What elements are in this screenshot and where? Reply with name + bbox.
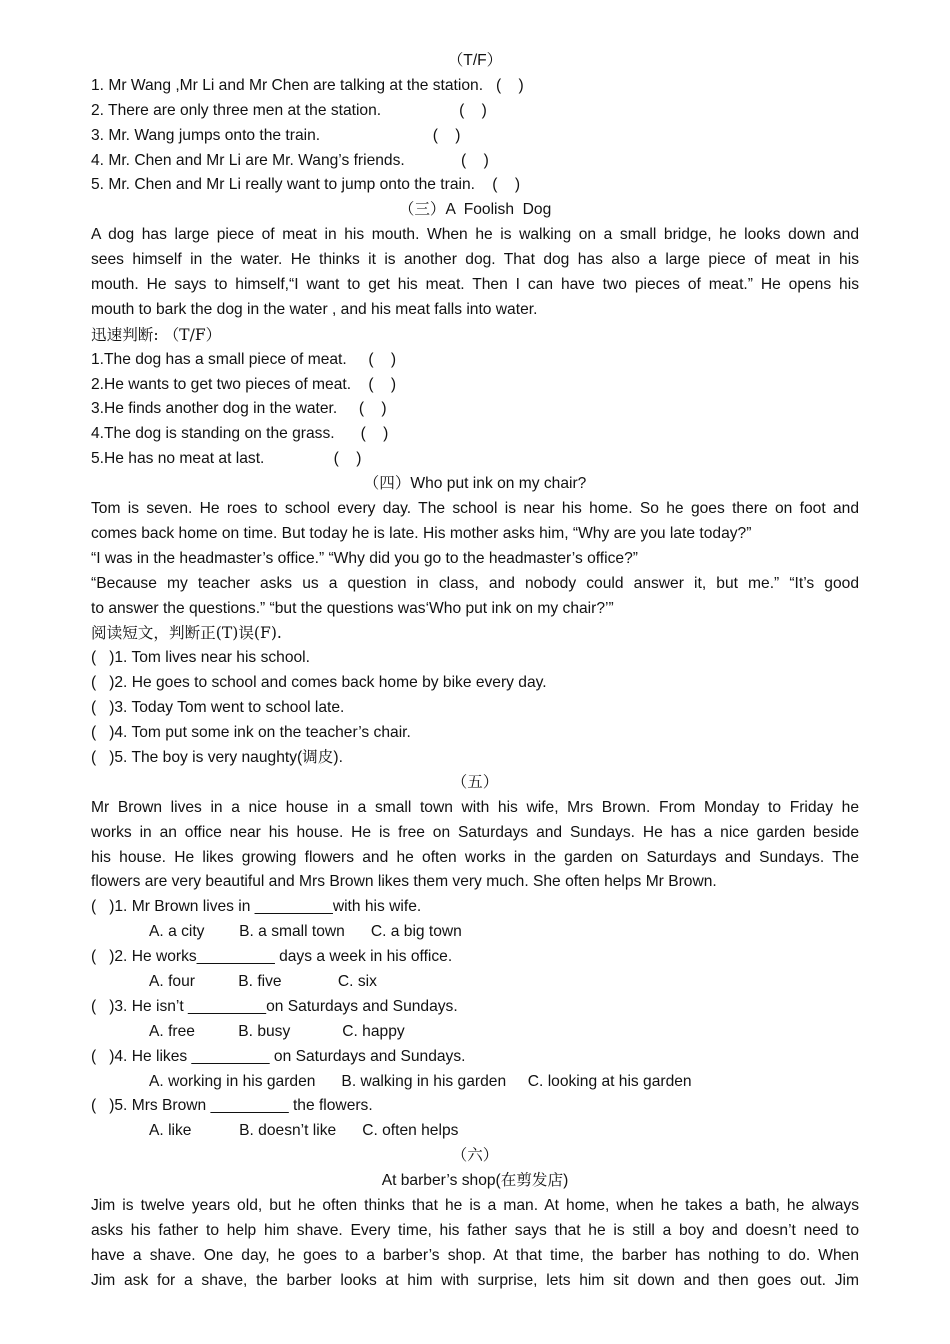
reading-passage bbox=[91, 497, 859, 621]
passage-line: “Because my teacher asks us a question in class, and nobody could answer it, but me.” “It’s good bbox=[91, 574, 859, 592]
answer-options: A. free B. busy C. happy bbox=[149, 1022, 405, 1040]
question-line: 2. There are only three men at the station. ( ) bbox=[91, 101, 487, 119]
section-heading: （T/F） bbox=[447, 52, 503, 69]
passage-line: Tom is seven. He roes to school every day. The school is near his home. So he goes there on foot and bbox=[91, 500, 859, 518]
section-heading: （四）Who put ink on my chair? bbox=[363, 475, 587, 493]
question-line: 3.He finds another dog in the water. ( ) bbox=[91, 400, 387, 418]
section-heading: （六） bbox=[451, 1147, 499, 1165]
passage-line: “I was in the headmaster’s office.” “Why did you go to the headmaster’s office?” bbox=[91, 549, 638, 567]
question-line: 5.He has no meat at last. ( ) bbox=[91, 450, 362, 468]
question-line: ( )4. He likes _________ on Saturdays and Sundays. bbox=[91, 1047, 466, 1065]
question-line: 3. Mr. Wang jumps onto the train. ( ) bbox=[91, 126, 461, 144]
question-line: ( )2. He goes to school and comes back home by bike every day. bbox=[91, 674, 547, 692]
passage-line: Jim ask for a shave, the barber looks at him with surprise, lets him sit down and then goes out. Jim bbox=[91, 1271, 859, 1289]
question-line: 1. Mr Wang ,Mr Li and Mr Chen are talking at the station. ( ) bbox=[91, 76, 524, 94]
question-line: ( )3. He isn’t _________on Saturdays and Sundays. bbox=[91, 997, 458, 1015]
passage-line: works in an office near his house. He is free on Saturdays and Sundays. He has a nice garden beside bbox=[91, 823, 859, 841]
answer-options: A. four B. five C. six bbox=[149, 972, 377, 990]
instruction: 阅读短文，判断正(T)误(F). bbox=[91, 624, 282, 643]
answer-options: A. working in his garden B. walking in his garden C. looking at his garden bbox=[149, 1072, 692, 1090]
section-heading: （三）A Foolish Dog bbox=[398, 201, 552, 219]
reading-passage bbox=[91, 796, 859, 896]
passage-line: to answer the questions.” “but the questions was‘Who put ink on my chair?’” bbox=[91, 599, 614, 617]
answer-options: A. like B. doesn’t like C. often helps bbox=[149, 1122, 459, 1140]
question-line: ( )3. Today Tom went to school late. bbox=[91, 699, 345, 717]
passage-line: flowers are very beautiful and Mrs Brown likes them very much. She often helps Mr Brown. bbox=[91, 873, 717, 891]
question-line: ( )5. The boy is very naughty(调皮). bbox=[91, 748, 343, 766]
question-line: ( )5. Mrs Brown _________ the flowers. bbox=[91, 1097, 373, 1115]
passage-line: asks his father to help him shave. Every time, his father says that he is still a boy and doesn’t need to bbox=[91, 1221, 859, 1239]
passage-line: mouth to bark the dog in the water , and his meat falls into water. bbox=[91, 300, 538, 318]
passage-line: mouth. He says to himself,“I want to get his meat. Then I can have two pieces of meat.” He opens his bbox=[91, 276, 859, 294]
passage-line: A dog has large piece of meat in his mouth. When he is walking on a small bridge, he looks down and bbox=[91, 226, 859, 244]
passage-line: sees himself in the water. He thinks it is another dog. That dog has also a large piece of meat in his bbox=[91, 251, 859, 269]
question-line: 2.He wants to get two pieces of meat. ( ) bbox=[91, 375, 397, 393]
passage-title: At barber’s shop(在剪发店) bbox=[381, 1172, 569, 1190]
question-line: 4. Mr. Chen and Mr Li are Mr. Wang’s friends. ( ) bbox=[91, 151, 489, 169]
passage-line: comes back home on time. But today he is late. His mother asks him, “Why are you late today?” bbox=[91, 524, 752, 542]
question-line: ( )1. Mr Brown lives in _________with his wife. bbox=[91, 898, 422, 916]
passage-line: Mr Brown lives in a nice house in a small town with his wife, Mrs Brown. From Monday to Friday he bbox=[91, 798, 859, 816]
reading-passage bbox=[91, 223, 859, 323]
question-line: 1.The dog has a small piece of meat. ( ) bbox=[91, 350, 397, 368]
worksheet-page bbox=[91, 49, 859, 1294]
question-line: ( )1. Tom lives near his school. bbox=[91, 649, 310, 667]
question-line: 5. Mr. Chen and Mr Li really want to jump onto the train. ( ) bbox=[91, 176, 521, 194]
instruction: 迅速判断: （T/F） bbox=[91, 325, 222, 344]
reading-passage bbox=[91, 1194, 859, 1294]
section-heading: （五） bbox=[451, 773, 499, 791]
question-line: 4.The dog is standing on the grass. ( ) bbox=[91, 425, 389, 443]
passage-line: his house. He likes growing flowers and he often works in the garden on Saturdays and Sundays. The bbox=[91, 848, 859, 866]
answer-options: A. a city B. a small town C. a big town bbox=[149, 923, 462, 941]
passage-line: Jim is twelve years old, but he often thinks that he is a man. At home, when he takes a bath, he always bbox=[91, 1196, 859, 1214]
passage-line: have a shave. One day, he goes to a barber’s shop. At that time, the barber has nothing to do. When bbox=[91, 1246, 859, 1264]
question-line: ( )4. Tom put some ink on the teacher’s chair. bbox=[91, 724, 411, 742]
question-line: ( )2. He works_________ days a week in his office. bbox=[91, 948, 453, 966]
